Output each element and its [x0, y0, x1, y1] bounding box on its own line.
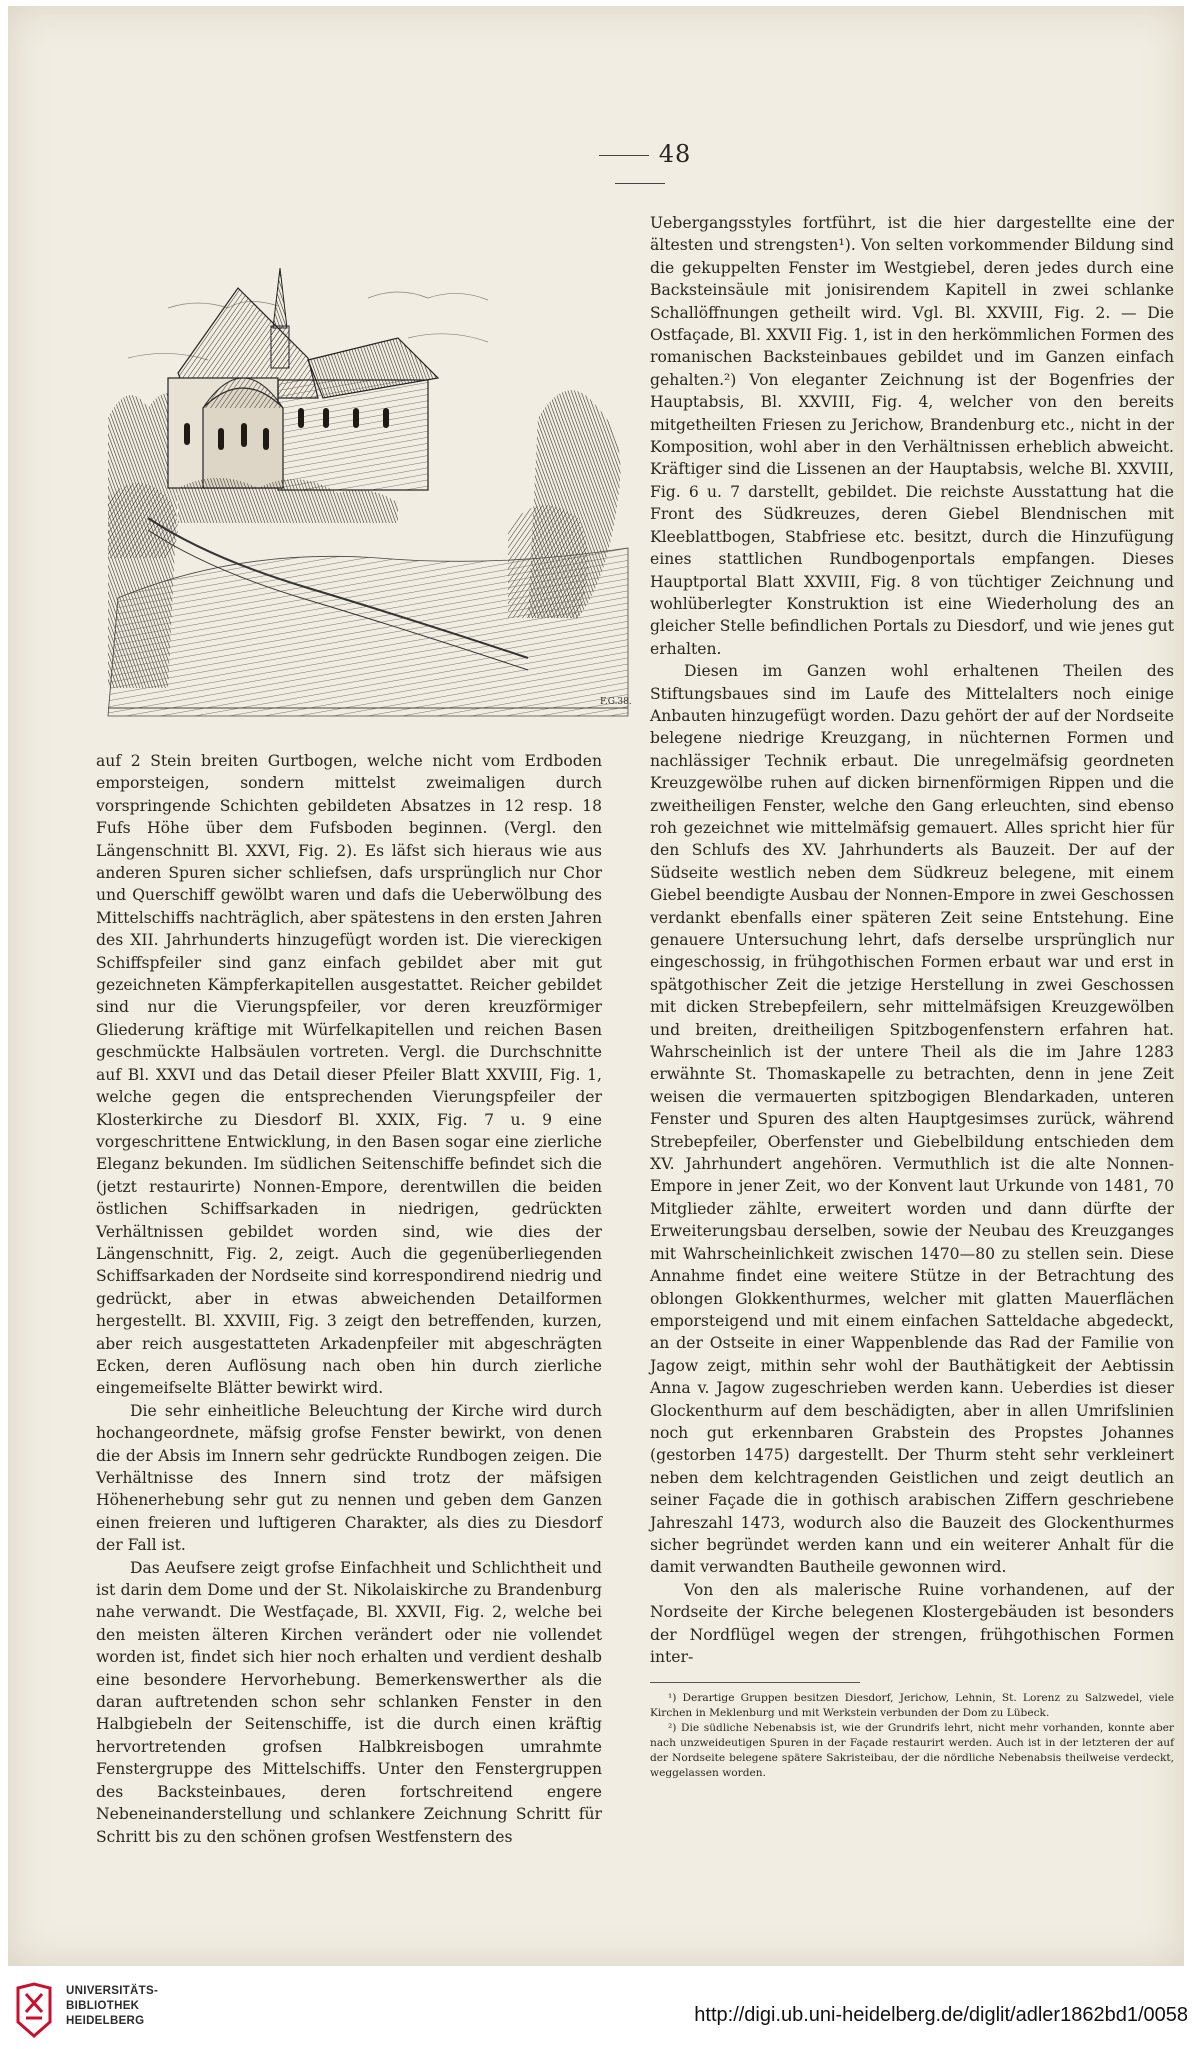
brand-line: HEIDELBERG: [66, 2015, 145, 2027]
footnote: ¹) Derartige Gruppen besitzen Diesdorf, Jerichow, Lehnin, St. Lorenz zu Salzwedel, viele Kirchen in Meklenburg und mit Werkstein verbunden der Dom zu Lübeck.: [650, 1692, 1174, 1720]
church-engraving: [108, 268, 632, 716]
right-column: [650, 212, 1174, 1780]
university-library-logo-icon[interactable]: [14, 1982, 54, 2038]
engraving-signature: F.G.38.: [600, 697, 632, 707]
brand-line: UNIVERSITÄTS-: [66, 1985, 159, 1997]
brand-line: BIBLIOTHEK: [66, 2000, 140, 2012]
paragraph: auf 2 Stein breiten Gurtbogen, welche nicht vom Erdboden emporsteigen, sondern mittelst zweimaligen durch vorspringende Schichten gebildeten Absatzes in 12 resp. 18 Fufs Höhe über dem Fufsboden beginnen. (Vergl. den Längenschnitt Bl. XXVI, Fig. 2). Es läfst sich hieraus wie aus anderen Spuren sicher schliefsen, dafs ursprünglich nur Chor und Querschiff gewölbt waren und dafs die Ueberwölbung des Mittelschiffs nachträglich, aber spätestens in den ersten Jahren des XII. Jahrhunderts hinzugefügt worden ist. Die viereckigen Schiffspfeiler sind ganz einfach gebildet aber mit gut gezeichneten Kämpferkapitellen ausgestattet. Reicher gebildet sind nur die Vierungspfeiler, vor deren kreuzförmiger Gliederung kräftige mit Würfelkapitellen und reichen Basen geschmückte Halbsäulen vortreten. Vergl. die Durchschnitte auf Bl. XXVI und das Detail dieser Pfeiler Blatt XXVIII, Fig. 1, welche gegen die entsprechenden Vierungspfeiler der Klosterkirche zu Diesdorf Bl. XXIX, Fig. 7 u. 9 eine vorgeschrittene Entwicklung, in den Basen sogar eine zierliche Eleganz bekunden. Im südlichen Seitenschiffe befindet sich die (jetzt restaurirte) Nonnen-Empore, derentwillen die beiden östlichen Schiffsarkaden in niedrigen, gedrückten Verhältnissen gebildet worden sind, wie dies der Längenschnitt, Fig. 2, zeigt. Auch die gegenüberliegenden Schiffsarkaden der Nordseite sind korrespondirend niedrig und gedrückt, aber in etwas abweichenden Detailformen hergestellt. Bl. XXVIII, Fig. 3 zeigt den betreffenden, kurzen, aber reich ausgestatteten Arkadenpfeiler mit abgeschrägten Ecken, deren Auflösung nach oben hin durch zierliche eingemeifselte Blätter bewirkt wird.: [96, 752, 602, 1398]
footnote-separator: [650, 1682, 860, 1691]
page-number: 48: [560, 140, 720, 196]
paragraph: Diesen im Ganzen wohl erhaltenen Theilen des Stiftungsbaues sind im Laufe des Mittelalters noch einige Anbauten hinzugefügt worden. Dazu gehört der auf der Nordseite belegene niedrige Kreuzgang, in nüchternen Formen und nachlässiger Technik erbaut. Die unregelmäfsig geordneten Kreuzgewölbe ruhen auf dicken birnenförmigen Rippen und die zweitheiligen Fenster, welche den Gang erleuchten, sind ebenso roh gezeichnet wie mittelmäfsig gemauert. Alles spricht hier für den Schlufs des XV. Jahrhunderts als Bauzeit. Der auf der Südseite westlich neben dem Südkreuz belegene, mit einem Giebel beendigte Ausbau der Nonnen-Empore in zwei Geschossen verdankt ebenfalls einer späteren Zeit seine Entstehung. Eine genauere Untersuchung lehrt, dafs derselbe ursprünglich nur eingeschossig, in frühgothischen Formen erbaut war und erst in spätgothischer Zeit die jetzige Herstellung in zwei Geschossen mit dicken Strebepfeilern, sehr mittelmäfsigen Kreuzgewölben und breiten, dreitheiligen Spitzbogenfenstern erfahren hat. Wahrscheinlich ist der untere Theil als die im Jahre 1283 erwähnte St. Thomaskapelle zu betrachten, denn in jene Zeit weisen die vermauerten spitzbogigen Blendarkaden, unteren Fenster und Spuren des alten Hauptgesimses zurück, während Strebepfeiler, Oberfenster und Giebelbildung entschieden dem XV. Jahrhundert angehören. Vermuthlich ist die alte Nonnen-Empore in jener Zeit, wo der Konvent laut Urkunde von 1481, 70 Mitglieder zählte, erweitert worden und dann dürfte der Erweiterungsbau derselben, sowie der Neubau des Kreuzganges mit Wahrscheinlichkeit zwischen 1470—80 zu stellen sein. Diese Annahme findet eine weitere Stütze in der Betrachtung des oblongen Glokkenthurmes, welcher mit glatten Mauerflächen emporsteigend und mit einem einfachen Satteldache abgedeckt, an der Ostseite in einer Wappenblende das Rad der Familie von Jagow zeigt, mithin sehr wohl der Bauthätigkeit der Aebtissin Anna v. Jagow zugeschrieben werden kann. Ueberdies ist dieser Glockenthurm auf dem beschädigten, aber in allen Umrifslinien noch gut erkennbaren Grabstein des Propstes Johannes (gestorben 1475) dargestellt. Der Thurm steht sehr verkleinert neben dem kelchtragenden Geistlichen und zeigt deutlich an seiner Façade die in gothisch arabischen Ziffern geschriebene Jahreszahl 1473, wodurch also die Bauzeit des Glockenthurmes sicher begründet werden kann und ein weiterer Anhalt für die damit verwandten Bautheile gewonnen wird.: [650, 662, 1174, 1577]
permalink-url[interactable]: http://digi.ub.uni-heidelberg.de/diglit/adler1862bd1/0058: [694, 2004, 1188, 2026]
library-brand[interactable]: [66, 1984, 158, 2029]
paragraph: Das Aeufsere zeigt grofse Einfachheit und Schlichtheit und ist darin dem Dome und der St. Nikolaiskirche zu Brandenburg nahe verwandt. Die Westfaçade, Bl. XXVII, Fig. 2, welche bei den meisten älteren Kirchen verändert oder nie vollendet worden ist, findet sich hier noch erhalten und verdient deshalb eine besondere Hervorhebung. Bemerkenswerther als die daran auftretenden schon sehr schlanken Fenster in den Halbgiebeln der Seitenschiffe, ist die durch einen kräftig hervortretenden grofsen Halbkreisbogen umrahmte Fenstergruppe des Mittelschiffs. Unter den Fenstergruppen des Backsteinbaues, deren fortschreitend engere Nebeneinanderstellung und schlankere Zeichnung Schritt für Schritt bis zu den schönen grofsen Westfenstern des: [96, 1558, 602, 1846]
left-column: [96, 750, 602, 1846]
footnotes: [650, 1691, 1174, 1781]
paragraph: Uebergangsstyles fortführt, ist die hier dargestellte eine der ältesten und strengsten¹). Von selten vorkommender Bildung sind die gekuppelten Fenster im Westgiebel, deren jedes durch eine Backsteinsäule mit jonisirendem Kapitell in zwei schlanke Schallöffnungen getheilt wird. Vgl. Bl. XXVIII, Fig. 2. — Die Ostfaçade, Bl. XXVII Fig. 1, ist in den herkömmlichen Formen des romanischen Backsteinbaues gebildet und im Ganzen einfach gehalten.²) Von eleganter Zeichnung ist der Bogenfries der Hauptabsis, Bl. XXVIII, Fig. 4, welcher von den bereits mitgetheilten Friesen zu Jerichow, Brandenburg etc., nicht in der Komposition, wohl aber in den Verhältnissen erheblich abweicht. Kräftiger sind die Lissenen an der Hauptabsis, welche Bl. XXVIII, Fig. 6 u. 7 darstellt, gebildet. Die reichste Ausstattung hat die Front des Südkreuzes, deren Giebel Blendnischen mit Kleeblattbogen, Stabfriese etc. besitzt, durch die Hinzufügung eines stattlichen Rundbogenportals empfangen. Dieses Hauptportal Blatt XXVIII, Fig. 8 von tüchtiger Zeichnung und wohlüberlegter Konstruktion ist eine Wiederholung des an gleicher Stelle befindlichen Portals zu Diesdorf, und wie jenes gut erhalten.: [650, 214, 1174, 658]
footnote: ²) Die südliche Nebenabsis ist, wie der Grundrifs lehrt, nicht mehr vorhanden, konnte aber nach unzweideutigen Spuren in der Façade restaurirt werden. Auch ist in der letzteren der auf der Nordseite belegene spätere Sakristeibau, der die nördliche Nebenabsis theilweise verdeckt, weggelassen worden.: [650, 1722, 1174, 1780]
paragraph: Von den als malerische Ruine vorhandenen, auf der Nordseite der Kirche belegenen Klostergebäuden ist besonders der Nordflügel wegen der strengen, frühgothischen Formen inter-: [650, 1580, 1174, 1666]
paragraph: Die sehr einheitliche Beleuchtung der Kirche wird durch hochangeordnete, mäfsig grofse Fenster bewirkt, von denen die der Absis im Innern sehr gedrückte Rundbogen zeigen. Die Verhältnisse des Innern sind trotz der mäfsigen Höhenerhebung sehr gut zu nennen und geben dem Ganzen einen freieren und luftigeren Charakter, als dies zu Diesdorf der Fall ist.: [96, 1401, 602, 1555]
